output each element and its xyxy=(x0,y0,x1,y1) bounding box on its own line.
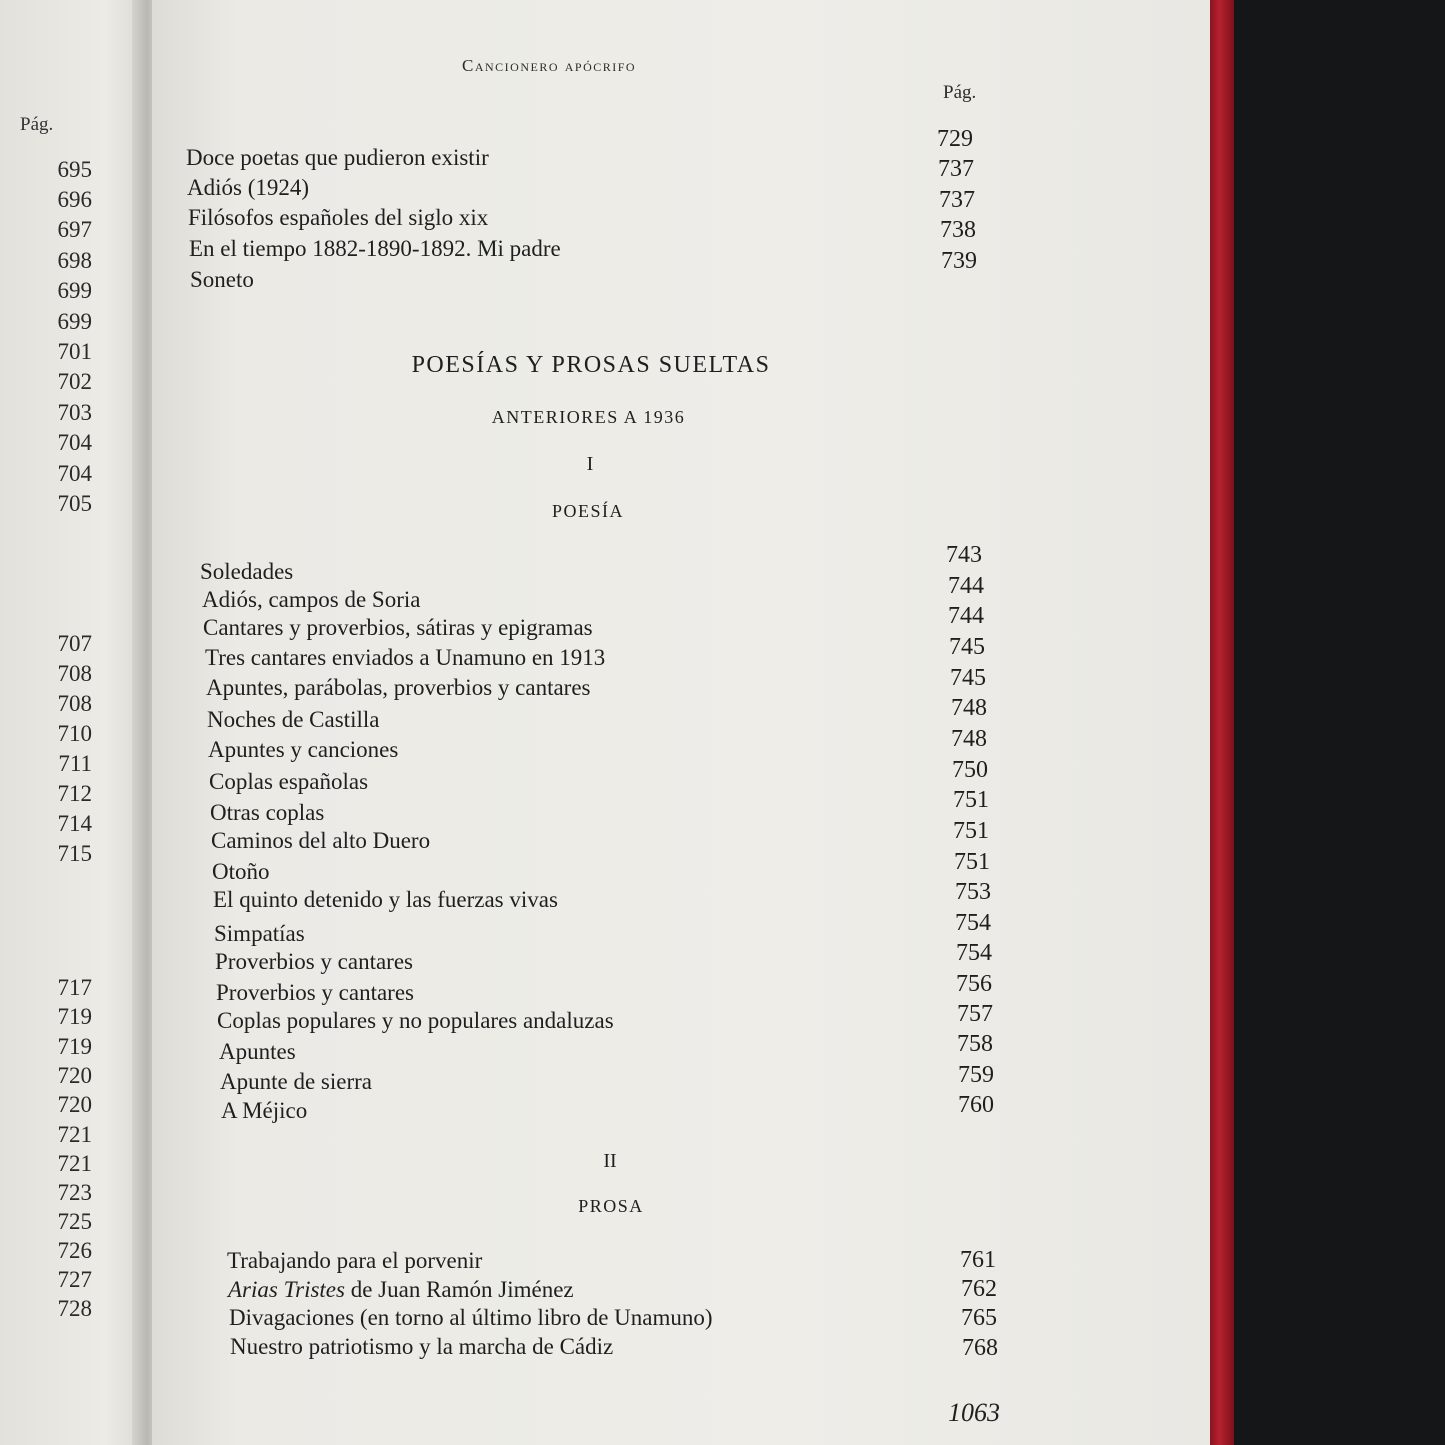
section-subheading: ANTERIORES A 1936 xyxy=(491,407,686,427)
toc-entry-page: 758 xyxy=(957,1031,993,1057)
toc-entry-title: Divagaciones (en torno al último libro de Unamuno) xyxy=(229,1305,713,1330)
left-page-number: 719 xyxy=(57,1004,92,1029)
toc-entry-title xyxy=(228,1278,574,1301)
part-number: I xyxy=(586,453,594,475)
left-page-number: 725 xyxy=(57,1209,92,1234)
toc-entry-title: Otras coplas xyxy=(210,800,325,825)
toc-entry-page: 751 xyxy=(954,849,990,875)
toc-entry-page: 745 xyxy=(950,665,986,691)
left-page-number: 719 xyxy=(57,1034,92,1059)
toc-entry-page: 745 xyxy=(949,634,985,660)
toc-entry-title: Coplas populares y no populares andaluzas xyxy=(217,1008,614,1033)
left-page-number: 728 xyxy=(57,1296,92,1321)
toc-entry-title: Adiós, campos de Soria xyxy=(202,587,421,612)
left-page-number: 701 xyxy=(57,339,92,364)
left-page-number: 714 xyxy=(57,811,92,836)
left-page-number: 698 xyxy=(57,248,92,273)
toc-entry-page: 748 xyxy=(951,695,987,721)
toc-entry-title: Otoño xyxy=(212,859,270,884)
toc-entry-title: Filósofos españoles del siglo xix xyxy=(188,205,489,230)
subsection-heading-poesia: POESÍA xyxy=(551,501,624,521)
toc-entry-page: 768 xyxy=(962,1335,998,1361)
toc-entry-title: Soledades xyxy=(200,559,294,584)
toc-entry-page: 737 xyxy=(938,156,974,182)
left-pag-label: Pág. xyxy=(20,114,54,135)
toc-entry-title: Apuntes, parábolas, proverbios y cantares xyxy=(206,675,591,700)
left-page-number: 695 xyxy=(57,157,92,182)
toc-entry-title: Soneto xyxy=(190,267,254,292)
toc-entry-page: 754 xyxy=(955,910,991,936)
toc-entry-page: 737 xyxy=(939,187,975,213)
section-heading: POESÍAS Y PROSAS SUELTAS xyxy=(411,352,771,378)
left-page-number: 712 xyxy=(57,781,92,806)
toc-entry-page: 750 xyxy=(952,757,988,783)
toc-entry-title: Apunte de sierra xyxy=(220,1069,372,1094)
left-page-number: 717 xyxy=(57,975,92,1000)
toc-entry-page: 754 xyxy=(956,940,992,966)
left-page-number: 715 xyxy=(57,841,92,866)
toc-entry-title-italic: Arias Tristes xyxy=(228,1277,345,1302)
right-pag-label: Pág. xyxy=(943,82,977,103)
toc-entry-title: Nuestro patriotismo y la marcha de Cádiz xyxy=(230,1334,614,1359)
toc-entry-title: Trabajando para el porvenir xyxy=(227,1248,483,1273)
toc-entry-title: Proverbios y cantares xyxy=(215,949,413,974)
left-page-numbers xyxy=(0,0,92,1445)
left-page-number: 727 xyxy=(57,1267,92,1292)
toc-entry-page: 756 xyxy=(956,971,992,997)
toc-entry-page: 761 xyxy=(960,1247,996,1273)
toc-entry-title: Tres cantares enviados a Unamuno en 1913 xyxy=(205,645,606,670)
left-page-number: 697 xyxy=(57,217,92,242)
left-page-number: 699 xyxy=(57,278,92,303)
left-page-number: 723 xyxy=(57,1180,92,1205)
toc-entry-title: Caminos del alto Duero xyxy=(211,828,431,853)
left-page-number: 720 xyxy=(57,1092,92,1117)
left-page-number: 726 xyxy=(57,1238,92,1263)
subsection-heading-prosa: PROSA xyxy=(578,1196,644,1216)
toc-entry-page: 751 xyxy=(953,787,989,813)
toc-entry-page: 765 xyxy=(961,1305,997,1331)
toc-entry-page: 760 xyxy=(958,1092,994,1118)
toc-entry-page: 757 xyxy=(957,1001,993,1027)
toc-entry-title-rest: de Juan Ramón Jiménez xyxy=(344,1277,574,1302)
toc-entry-page: 762 xyxy=(961,1276,997,1302)
part-number: II xyxy=(603,1150,617,1172)
toc-entry-title: Doce poetas que pudieron existir xyxy=(186,145,489,170)
left-page-number: 699 xyxy=(57,309,92,334)
toc-entry-page: 744 xyxy=(948,603,984,629)
left-page-number: 721 xyxy=(57,1151,92,1176)
left-page-number: 707 xyxy=(57,631,92,656)
left-page-number: 704 xyxy=(57,430,92,455)
left-page-number: 720 xyxy=(57,1063,92,1088)
toc-entry-page: 738 xyxy=(940,217,976,243)
left-page-number: 708 xyxy=(57,661,92,686)
toc-entry-page: 748 xyxy=(951,726,987,752)
left-page-number: 696 xyxy=(57,187,92,212)
toc-entry-title: A Méjico xyxy=(221,1098,308,1123)
toc-entry-page: 743 xyxy=(946,542,982,568)
running-header: Cancionero apócrifo xyxy=(462,56,637,75)
toc-entry-page: 744 xyxy=(948,573,984,599)
folio-page-number: 1063 xyxy=(948,1398,1000,1427)
toc-entry-page: 739 xyxy=(941,248,977,274)
toc-entry-page: 729 xyxy=(937,126,973,152)
toc-entry-title: Apuntes xyxy=(219,1039,296,1064)
left-page-number: 721 xyxy=(57,1122,92,1147)
toc-entry-title: El quinto detenido y las fuerzas vivas xyxy=(213,887,558,912)
toc-entry-page: 759 xyxy=(958,1062,994,1088)
left-page-number: 702 xyxy=(57,369,92,394)
left-page-number: 710 xyxy=(57,721,92,746)
toc-entry-title: Simpatías xyxy=(214,921,305,946)
toc-entry-title: Cantares y proverbios, sátiras y epigramas xyxy=(203,615,593,640)
left-page-number: 705 xyxy=(57,491,92,516)
left-page-number: 708 xyxy=(57,691,92,716)
toc-entry-title: En el tiempo 1882-1890-1892. Mi padre xyxy=(189,236,561,261)
toc-entry-page: 753 xyxy=(955,879,991,905)
left-page-number: 703 xyxy=(57,400,92,425)
left-page-number: 711 xyxy=(58,751,92,776)
left-page xyxy=(0,0,150,1445)
toc-entry-title: Proverbios y cantares xyxy=(216,980,414,1005)
toc-entry-page: 751 xyxy=(953,818,989,844)
toc-entry-title: Coplas españolas xyxy=(209,769,369,794)
left-page-number: 704 xyxy=(57,461,92,486)
toc-entry-title: Adiós (1924) xyxy=(187,175,310,200)
toc-entry-title: Apuntes y canciones xyxy=(208,737,399,762)
book-cover-edge xyxy=(1210,0,1234,1445)
toc-entry-title: Noches de Castilla xyxy=(207,707,380,732)
